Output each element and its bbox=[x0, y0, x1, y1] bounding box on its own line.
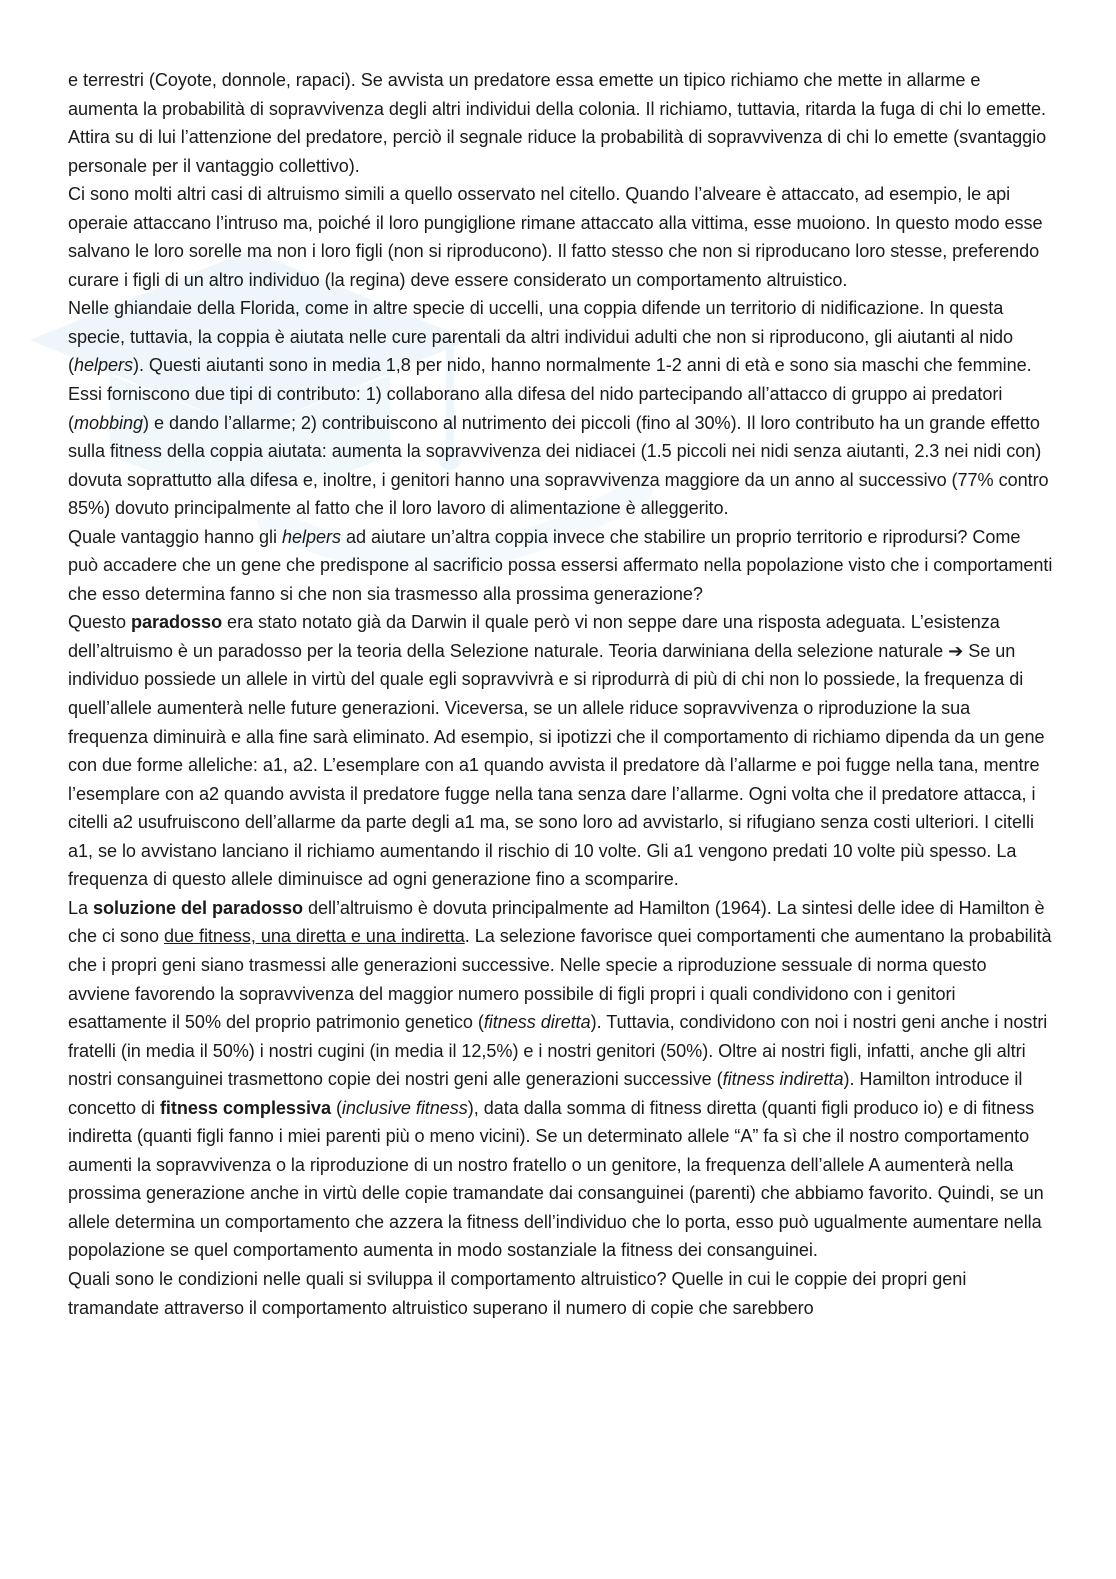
text-run: fitness indiretta bbox=[722, 1069, 844, 1090]
text-run: Ci sono molti altri casi di altruismo simili a quello osservato nel citello. Quando l’alveare è attaccato, ad esempio, le api operaie attaccano l’intruso ma, poiché il loro pungiglione rimane attaccato alla vittima, esse muoiono. In questo modo esse salvano le loro sorelle ma non i loro figli (non si riproducono). Il fatto stesso che non si riproducano loro stesse, preferendo curare i figli di un altro individuo (la regina) deve essere considerato un comportamento altruistico. bbox=[68, 184, 1043, 290]
text-run: fitness complessiva bbox=[159, 1097, 331, 1118]
paragraph-p5 bbox=[68, 608, 1053, 893]
text-run: dell’altruismo è dovuta principalmente ad Hamilton (1964). La sintesi delle idee di Hamilton è che ci sono bbox=[68, 897, 1045, 947]
text-run: ). Tuttavia, condividono con noi i nostri geni anche i nostri fratelli (in media il 50%) i nostri cugini (in media il 12,5%) e i nostri genitori (50%). Oltre ai nostri figli, infatti, anche gli altri nostri consanguinei trasmettono copie dei nostri geni alle generazioni successive ( bbox=[68, 1012, 1048, 1090]
text-run: mobbing bbox=[73, 412, 144, 433]
text-run: helpers bbox=[281, 526, 341, 547]
text-run: La bbox=[68, 897, 94, 918]
text-run: Nelle ghiandaie della Florida, come in altre specie di uccelli, una coppia difende un territorio di nidificazione. In questa specie, tuttavia, la coppia è aiutata nelle cure parentali da altri individui adulti che non si riproducono, gli aiutanti al nido ( bbox=[68, 298, 1014, 376]
text-run: Quali sono le condizioni nelle quali si sviluppa il comportamento altruistico? Quelle in cui le coppie dei propri geni tramandate attraverso il comportamento altruistico superano il numero di copie che sarebbero bbox=[68, 1268, 967, 1318]
paragraph-p4 bbox=[68, 523, 1053, 609]
paragraph-p7 bbox=[68, 1265, 1053, 1322]
text-run: e terrestri (Coyote, donnole, rapaci). Se avvista un predatore essa emette un tipico richiamo che mette in allarme e aumenta la probabilità di sopravvivenza degli altri individui della colonia. Il richiamo, tuttavia, ritarda la fuga di chi lo emette. Attira su di lui l’attenzione del predatore, perciò il segnale riduce la probabilità di sopravvivenza di chi lo emette (svantaggio personale per il vantaggio collettivo). bbox=[68, 70, 1047, 176]
text-run: ), data dalla somma di fitness diretta (quanti figli produco io) e di fitness indiretta (quanti figli fanno i miei parenti più o meno vicini). Se un determinato allele “A” fa sì che il nostro comportamento aumenti la sopravvivenza o la riproduzione di un nostro fratello o un genitore, la frequenza dell’allele A aumenterà nella prossima generazione anche in virtù delle copie tramandate dai consanguinei (parenti) che abbiamo favorito. Quindi, se un allele determina un comportamento che azzera la fitness dell’individuo che lo porta, esso può ugualmente aumentare nella popolazione se quel comportamento aumenta in modo sostanziale la fitness dei consanguinei. bbox=[68, 1097, 1044, 1261]
paragraph-p6 bbox=[68, 894, 1053, 1265]
document-page bbox=[68, 66, 1053, 1322]
paragraph-p2 bbox=[68, 180, 1053, 294]
text-run: due fitness, una diretta e una indiretta bbox=[163, 926, 465, 947]
text-run: soluzione del paradosso bbox=[93, 897, 304, 918]
text-run: ( bbox=[330, 1097, 342, 1118]
text-run: ad aiutare un’altra coppia invece che stabilire un proprio territorio e riprodursi? Come può accadere che un gene che predispone al sacrificio possa essersi affermato nella popolazione visto che i comportamenti che esso determina fanno si che non sia trasmesso alla prossima generazione? bbox=[68, 526, 1053, 604]
text-run: ➔ bbox=[948, 640, 964, 661]
text-run: inclusive fitness bbox=[341, 1097, 468, 1118]
text-run: fitness diretta bbox=[483, 1012, 591, 1033]
text-run: Questo bbox=[68, 612, 132, 633]
paragraph-p3 bbox=[68, 294, 1053, 522]
text-run: ). Questi aiutanti sono in media 1,8 per nido, hanno normalmente 1-2 anni di età e sono sia maschi che femmine. Essi forniscono due tipi di contributo: 1) collaborano alla difesa del nido partecipando all’attacco di gruppo ai predatori ( bbox=[68, 355, 1032, 433]
text-run: Se un individuo possiede un allele in virtù del quale egli sopravvivrà e si riprodurrà di più di chi non lo possiede, la frequenza di quell’allele aumenterà nelle future generazioni. Viceversa, se un allele riduce sopravvivenza o riproduzione la sua frequenza diminuirà e alla fine sarà eliminato. Ad esempio, si ipotizzi che il comportamento di richiamo dipenda da un gene con due forme alleliche: a1, a2. L’esemplare con a1 quando avvista il predatore dà l’allarme e poi fugge nella tana, mentre l’esemplare con a2 quando avvista il predatore fugge nella tana senza dare l’allarme. Ogni volta che il predatore attacca, i citelli a2 usufruiscono dell’allarme da parte degli a1 ma, se sono loro ad avvistarlo, si rifugiano senza costi ulteriori. I citelli a1, se lo avvistano lanciano il richiamo aumentando il rischio di 10 volte. Gli a1 vengono predati 10 volte più spesso. La frequenza di questo allele diminuisce ad ogni generazione fino a scomparire. bbox=[68, 640, 1045, 890]
text-run: Quale vantaggio hanno gli bbox=[68, 526, 282, 547]
text-run: ). Hamilton introduce il concetto di bbox=[68, 1069, 1023, 1118]
text-run: helpers bbox=[73, 355, 133, 376]
text-run: . La selezione favorisce quei comportamenti che aumentano la probabilità che i propri geni siano trasmessi alle generazioni successive. Nelle specie a riproduzione sessuale di norma questo avviene favorendo la sopravvivenza del maggior numero possibile di figli propri i quali condividono con i genitori esattamente il 50% del proprio patrimonio genetico ( bbox=[68, 926, 1052, 1033]
text-run: paradosso bbox=[131, 612, 223, 633]
document-body bbox=[68, 66, 1053, 1322]
text-run: ) e dando l’allarme; 2) contribuiscono al nutrimento dei piccoli (fino al 30%). Il loro contributo ha un grande effetto sulla fitness della coppia aiutata: aumenta la sopravvivenza dei nidiacei (1.5 piccoli nei nidi senza aiutanti, 2.3 nei nidi con) dovuta soprattutto alla difesa e, inoltre, i genitori hanno una sopravvivenza maggiore da un anno al successivo (77% contro 85%) dovuto principalmente al fatto che il loro lavoro di alimentazione è alleggerito. bbox=[68, 412, 1049, 519]
paragraph-p1 bbox=[68, 66, 1053, 180]
text-run: era stato notato già da Darwin il quale però vi non seppe dare una risposta adeguata. L’esistenza dell’altruismo è un paradosso per la teoria della Selezione naturale. Teoria darwiniana della selezione naturale bbox=[68, 612, 1000, 661]
